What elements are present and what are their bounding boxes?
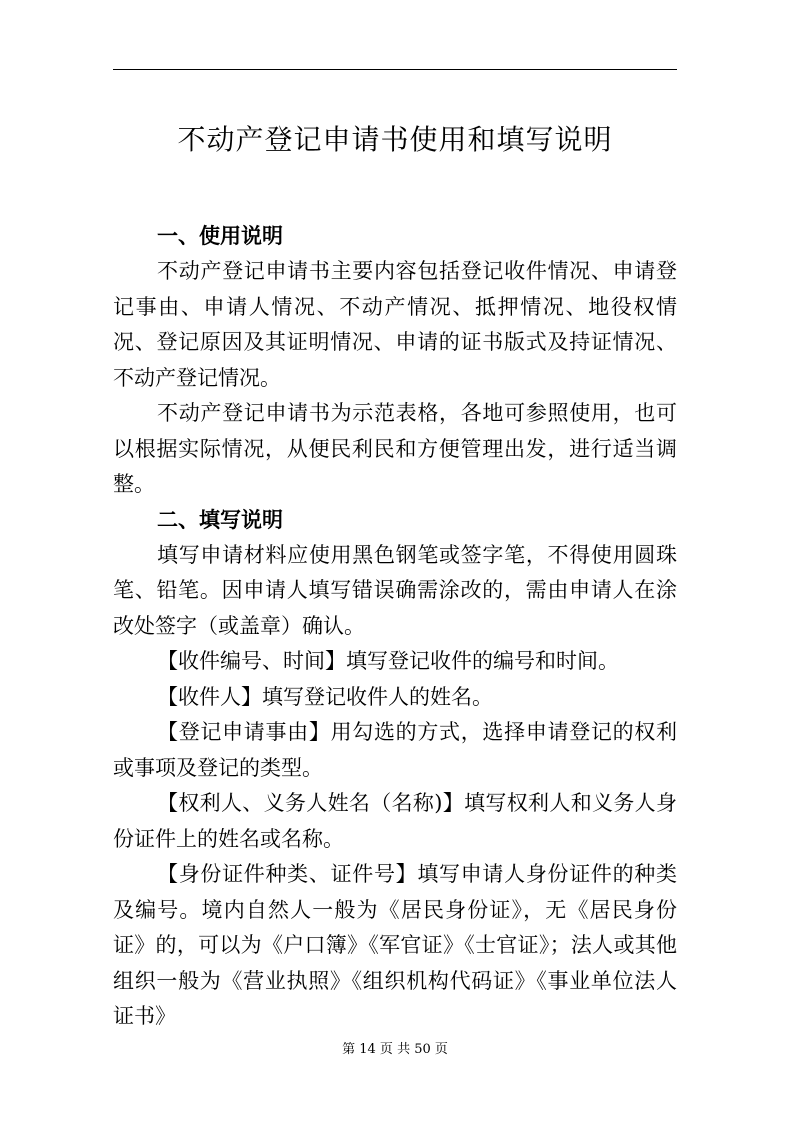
section-heading-filling: 二、填写说明 [157, 507, 283, 532]
header-rule [113, 69, 677, 70]
paragraph: 【收件人】填写登记收件人的姓名。 [157, 684, 493, 709]
document-title: 不动产登记申请书使用和填写说明 [177, 123, 613, 156]
page-number: 第 14 页 共 50 页 [342, 1042, 448, 1057]
section-usage [113, 219, 677, 503]
paragraph: 填写申请材料应使用黑色钢笔或签字笔，不得使用圆珠笔、铅笔。因申请人填写错误确需涂改的，需由申请人在涂改处签字（或盖章）确认。 [113, 542, 677, 638]
section-heading-usage: 一、使用说明 [157, 224, 283, 248]
paragraph: 【身份证件种类、证件号】填写申请人身份证件的种类及编号。境内自然人一般为《居民身份证》，无《居民身份证》的，可以为《户口簿》《军官证》《士官证》；法人或其他组织一般为《营业执照》《组织机构代码证》《事业单位法人证书》 [113, 862, 677, 1028]
paragraph: 【权利人、义务人姓名（名称)】填写权利人和义务人身份证件上的姓名或名称。 [113, 791, 677, 851]
paragraph: 不动产登记申请书主要内容包括登记收件情况、申请登记事由、申请人情况、不动产情况、抵押情况、地役权情况、登记原因及其证明情况、申请的证书版式及持证情况、不动产登记情况。 [113, 259, 677, 390]
paragraph: 【登记申请事由】用勾选的方式，选择申请登记的权利或事项及登记的类型。 [113, 720, 677, 780]
document-body [113, 219, 677, 1035]
section-filling [113, 503, 677, 1035]
paragraph: 【收件编号、时间】填写登记收件的编号和时间。 [157, 649, 619, 673]
paragraph: 不动产登记申请书为示范表格，各地可参照使用，也可以根据实际情况，从便民利民和方便管理出发，进行适当调整。 [113, 401, 677, 496]
